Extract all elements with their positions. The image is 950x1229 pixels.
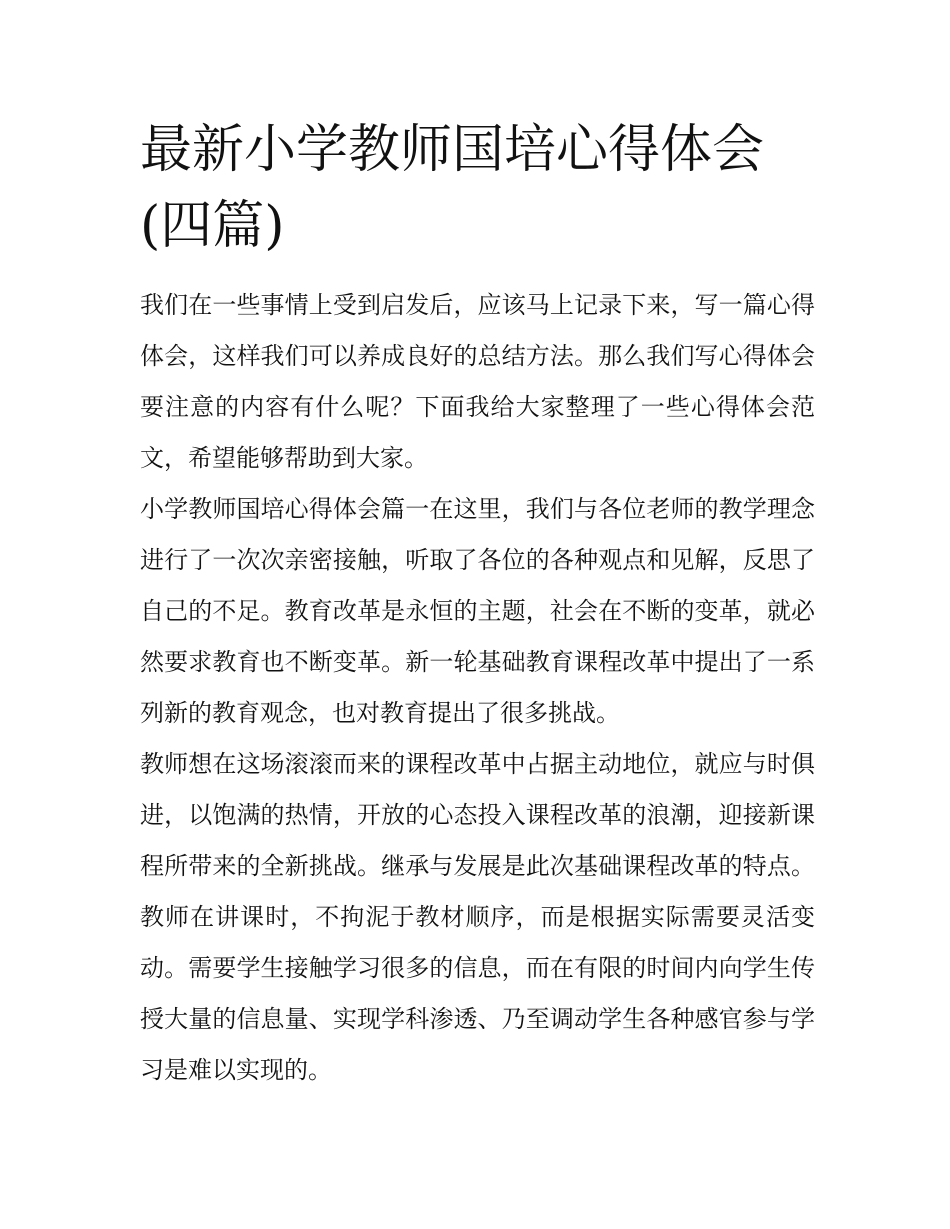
document-body <box>140 280 815 1096</box>
paragraph: 小学教师国培心得体会篇一在这里，我们与各位老师的教学理念进行了一次次亲密接触，听取了各位的各种观点和见解，反思了自己的不足。教育改革是永恒的主题，社会在不断的变革，就必然要求教育也不断变革。新一轮基础教育课程改革中提出了一系列新的教育观念，也对教育提出了很多挑战。 <box>140 495 815 727</box>
paragraph: 教师想在这场滚滚而来的课程改革中占据主动地位，就应与时俱进，以饱满的热情，开放的心态投入课程改革的浪潮，迎接新课程所带来的全新挑战。继承与发展是此次基础课程改革的特点。教师在讲课时，不拘泥于教材顺序，而是根据实际需要灵活变动。需要学生接触学习很多的信息，而在有限的时间内向学生传授大量的信息量、实现学科渗透、乃至调动学生各种感官参与学习是难以实现的。 <box>140 750 815 1084</box>
document-title: 最新小学教师国培心得体会(四篇) <box>140 120 765 256</box>
paragraph: 我们在一些事情上受到启发后，应该马上记录下来，写一篇心得体会，这样我们可以养成良好的总结方法。那么我们写心得体会要注意的内容有什么呢？下面我给大家整理了一些心得体会范文，希望能够帮助到大家。 <box>140 291 815 472</box>
